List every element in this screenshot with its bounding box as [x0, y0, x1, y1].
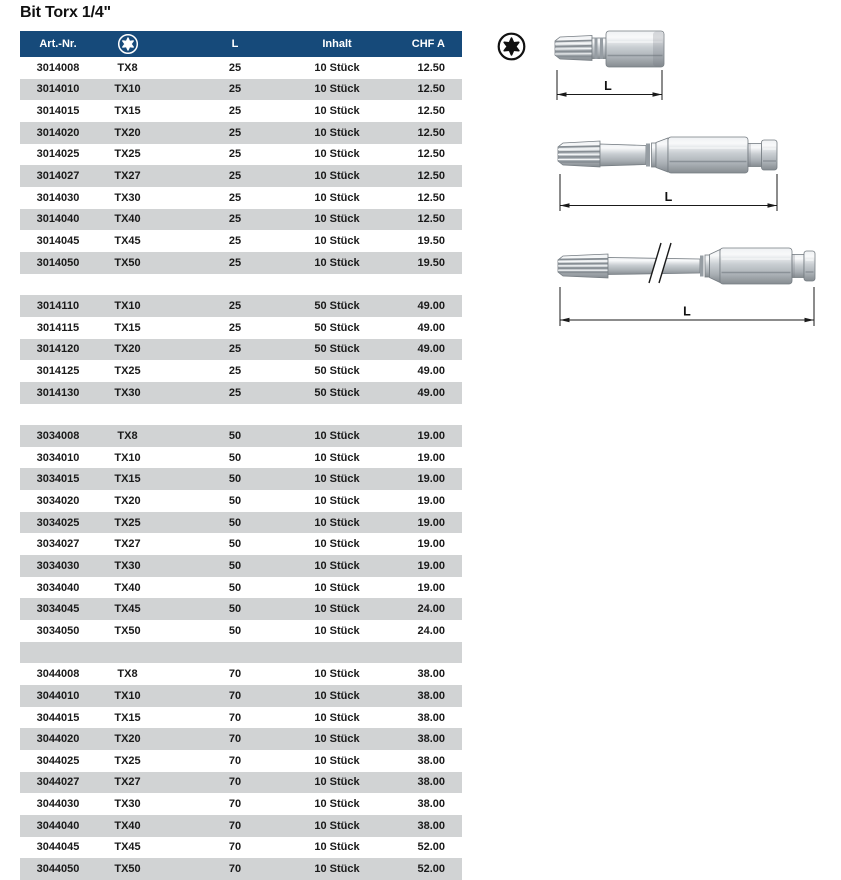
- cell-length: 70: [228, 668, 242, 681]
- cell-content: 10 Stück: [314, 754, 360, 767]
- cell-torx-size: TX40: [114, 213, 141, 226]
- cell-torx-size: TX30: [114, 191, 141, 204]
- cell-art-nr: 3014110: [36, 300, 80, 313]
- cell-length: 25: [228, 170, 242, 183]
- cell-price: 19.00: [417, 581, 445, 594]
- cell-content: 50 Stück: [314, 300, 360, 313]
- table-row: [20, 425, 462, 447]
- cell-price: 38.00: [417, 754, 445, 767]
- cell-price: 38.00: [417, 733, 445, 746]
- cell-art-nr: 3034025: [36, 516, 80, 529]
- cell-content: 10 Stück: [314, 798, 360, 811]
- cell-content: 10 Stück: [314, 61, 360, 74]
- cell-art-nr: 3044020: [36, 733, 80, 746]
- cell-art-nr: 3044050: [36, 863, 80, 876]
- cell-art-nr: 3034010: [36, 451, 80, 464]
- cell-torx-size: TX8: [117, 61, 138, 74]
- cell-torx-size: TX15: [114, 321, 141, 334]
- table-row: [20, 252, 462, 274]
- cell-content: 10 Stück: [314, 126, 360, 139]
- table-row: [20, 209, 462, 231]
- cell-price: 19.50: [417, 235, 445, 248]
- cell-price: 38.00: [417, 689, 445, 702]
- cell-torx-size: TX20: [114, 126, 141, 139]
- cell-content: 10 Stück: [314, 624, 360, 637]
- cell-price: 38.00: [417, 776, 445, 789]
- cell-art-nr: 3014027: [36, 170, 80, 183]
- cell-torx-size: TX10: [114, 451, 141, 464]
- cell-content: 10 Stück: [314, 256, 360, 269]
- cell-content: 10 Stück: [314, 559, 360, 572]
- cell-torx-size: TX50: [114, 256, 141, 269]
- cell-content: 10 Stück: [314, 733, 360, 746]
- cell-length: 50: [228, 473, 242, 486]
- cell-torx-size: TX45: [114, 235, 141, 248]
- cell-torx-size: TX8: [117, 429, 138, 442]
- bit-70mm-drawing: [550, 236, 822, 331]
- table-row: [20, 382, 462, 404]
- cell-torx-size: TX20: [114, 494, 141, 507]
- table-row: [20, 100, 462, 122]
- cell-content: 10 Stück: [314, 191, 360, 204]
- table-row: [20, 793, 462, 815]
- cell-length: 50: [228, 603, 242, 616]
- cell-torx-size: TX25: [114, 754, 141, 767]
- cell-length: 25: [228, 365, 242, 378]
- cell-art-nr: 3034030: [36, 559, 80, 572]
- cell-price: 19.00: [417, 494, 445, 507]
- cell-art-nr: 3034008: [36, 429, 80, 442]
- cell-art-nr: 3044040: [36, 819, 80, 832]
- table-row: [20, 772, 462, 794]
- cell-length: 25: [228, 213, 242, 226]
- cell-length: 70: [228, 841, 242, 854]
- cell-length: 25: [228, 83, 242, 96]
- cell-length: 25: [228, 235, 242, 248]
- cell-content: 10 Stück: [314, 83, 360, 96]
- table-row: [20, 339, 462, 361]
- cell-content: 10 Stück: [314, 473, 360, 486]
- table-row: [20, 815, 462, 837]
- cell-price: 49.00: [417, 343, 445, 356]
- cell-price: 49.00: [417, 365, 445, 378]
- cell-art-nr: 3014120: [36, 343, 80, 356]
- cell-length: 50: [228, 559, 242, 572]
- table-header-row: [20, 31, 462, 57]
- cell-length: 70: [228, 754, 242, 767]
- cell-art-nr: 3014020: [36, 126, 80, 139]
- cell-length: 25: [228, 105, 242, 118]
- cell-art-nr: 3014025: [36, 148, 80, 161]
- table-row: [20, 165, 462, 187]
- cell-art-nr: 3034040: [36, 581, 80, 594]
- cell-price: 19.50: [417, 256, 445, 269]
- cell-price: 12.50: [417, 170, 445, 183]
- cell-art-nr: 3044030: [36, 798, 80, 811]
- cell-price: 12.50: [417, 148, 445, 161]
- cell-art-nr: 3014050: [36, 256, 80, 269]
- table-row: [20, 468, 462, 490]
- cell-art-nr: 3014125: [36, 365, 80, 378]
- cell-torx-size: TX15: [114, 105, 141, 118]
- cell-content: 50 Stück: [314, 365, 360, 378]
- cell-content: 10 Stück: [314, 689, 360, 702]
- cell-price: 19.00: [417, 473, 445, 486]
- cell-content: 10 Stück: [314, 711, 360, 724]
- cell-torx-size: TX15: [114, 473, 141, 486]
- cell-length: 70: [228, 776, 242, 789]
- cell-content: 10 Stück: [314, 170, 360, 183]
- cell-torx-size: TX40: [114, 819, 141, 832]
- cell-length: 25: [228, 148, 242, 161]
- cell-length: 50: [228, 581, 242, 594]
- cell-content: 10 Stück: [314, 494, 360, 507]
- cell-length: 50: [228, 624, 242, 637]
- table-row: [20, 750, 462, 772]
- cell-art-nr: 3014115: [36, 321, 80, 334]
- cell-art-nr: 3014010: [36, 83, 80, 96]
- header-content: Inhalt: [322, 38, 352, 50]
- cell-content: 10 Stück: [314, 863, 360, 876]
- table-row: [20, 57, 462, 79]
- cell-art-nr: 3034045: [36, 603, 80, 616]
- table-row: [20, 685, 462, 707]
- cell-torx-size: TX45: [114, 603, 141, 616]
- cell-length: 25: [228, 61, 242, 74]
- cell-art-nr: 3014045: [36, 235, 80, 248]
- cell-content: 10 Stück: [314, 668, 360, 681]
- cell-torx-size: TX40: [114, 581, 141, 594]
- cell-content: 50 Stück: [314, 321, 360, 334]
- table-row: [20, 122, 462, 144]
- cell-price: 12.50: [417, 191, 445, 204]
- cell-price: 38.00: [417, 668, 445, 681]
- cell-price: 49.00: [417, 386, 445, 399]
- cell-torx-size: TX25: [114, 516, 141, 529]
- cell-length: 25: [228, 386, 242, 399]
- cell-content: 50 Stück: [314, 386, 360, 399]
- table-row: [20, 837, 462, 859]
- table-row: [20, 144, 462, 166]
- cell-content: 10 Stück: [314, 213, 360, 226]
- torx-star-icon: [117, 33, 139, 55]
- cell-content: 10 Stück: [314, 235, 360, 248]
- cell-price: 38.00: [417, 711, 445, 724]
- dimension-label: L: [683, 304, 691, 319]
- cell-price: 12.50: [417, 126, 445, 139]
- table-row-separator: [20, 274, 462, 296]
- table-row: [20, 187, 462, 209]
- cell-price: 19.00: [417, 451, 445, 464]
- cell-length: 25: [228, 343, 242, 356]
- cell-length: 25: [228, 300, 242, 313]
- cell-price: 12.50: [417, 105, 445, 118]
- table-row: [20, 858, 462, 880]
- cell-price: 19.00: [417, 559, 445, 572]
- table-row: [20, 490, 462, 512]
- cell-art-nr: 3014008: [36, 61, 80, 74]
- cell-torx-size: TX45: [114, 841, 141, 854]
- cell-length: 50: [228, 451, 242, 464]
- cell-torx-size: TX50: [114, 863, 141, 876]
- cell-price: 12.50: [417, 61, 445, 74]
- header-price: CHF A: [411, 38, 445, 50]
- cell-content: 10 Stück: [314, 581, 360, 594]
- cell-price: 19.00: [417, 516, 445, 529]
- cell-torx-size: TX15: [114, 711, 141, 724]
- cell-price: 19.00: [417, 429, 445, 442]
- cell-content: 10 Stück: [314, 451, 360, 464]
- cell-price: 24.00: [417, 603, 445, 616]
- table-row: [20, 598, 462, 620]
- cell-length: 25: [228, 191, 242, 204]
- cell-price: 49.00: [417, 300, 445, 313]
- torx-star-icon: [496, 31, 527, 62]
- table-row: [20, 620, 462, 642]
- cell-price: 12.50: [417, 213, 445, 226]
- table-row: [20, 577, 462, 599]
- cell-torx-size: TX10: [114, 83, 141, 96]
- table-row: [20, 79, 462, 101]
- cell-torx-size: TX27: [114, 776, 141, 789]
- table-row-separator: [20, 404, 462, 426]
- cell-price: 52.00: [417, 841, 445, 854]
- cell-art-nr: 3044010: [36, 689, 80, 702]
- cell-length: 70: [228, 711, 242, 724]
- cell-art-nr: 3044027: [36, 776, 80, 789]
- cell-length: 50: [228, 429, 242, 442]
- table-row: [20, 728, 462, 750]
- cell-content: 10 Stück: [314, 841, 360, 854]
- cell-torx-size: TX8: [117, 668, 138, 681]
- cell-torx-size: TX30: [114, 559, 141, 572]
- cell-art-nr: 3034050: [36, 624, 80, 637]
- catalog-table: [20, 31, 462, 880]
- bit-25mm-drawing: [550, 27, 672, 105]
- cell-content: 10 Stück: [314, 603, 360, 616]
- cell-price: 38.00: [417, 798, 445, 811]
- cell-art-nr: 3034020: [36, 494, 80, 507]
- cell-content: 10 Stück: [314, 538, 360, 551]
- header-torx-column: [96, 33, 159, 55]
- dimension-label: L: [664, 190, 673, 204]
- cell-art-nr: 3044045: [36, 841, 80, 854]
- cell-art-nr: 3044008: [36, 668, 80, 681]
- cell-length: 25: [228, 126, 242, 139]
- cell-price: 19.00: [417, 538, 445, 551]
- cell-length: 50: [228, 538, 242, 551]
- table-row: [20, 663, 462, 685]
- cell-torx-size: TX30: [114, 386, 141, 399]
- cell-content: 10 Stück: [314, 819, 360, 832]
- page-title: Bit Torx 1/4": [20, 4, 111, 21]
- cell-content: 10 Stück: [314, 429, 360, 442]
- cell-price: 49.00: [417, 321, 445, 334]
- table-row: [20, 512, 462, 534]
- table-row-separator: [20, 642, 462, 664]
- cell-art-nr: 3014015: [36, 105, 80, 118]
- cell-torx-size: TX50: [114, 624, 141, 637]
- cell-price: 12.50: [417, 83, 445, 96]
- table-row: [20, 230, 462, 252]
- table-row: [20, 295, 462, 317]
- table-row: [20, 707, 462, 729]
- cell-price: 38.00: [417, 819, 445, 832]
- cell-art-nr: 3044015: [36, 711, 80, 724]
- header-length: L: [231, 38, 239, 50]
- table-row: [20, 447, 462, 469]
- cell-length: 70: [228, 819, 242, 832]
- table-row: [20, 555, 462, 577]
- cell-length: 70: [228, 733, 242, 746]
- cell-art-nr: 3014030: [36, 191, 80, 204]
- cell-torx-size: TX27: [114, 170, 141, 183]
- cell-art-nr: 3014130: [36, 386, 80, 399]
- cell-length: 70: [228, 863, 242, 876]
- cell-content: 10 Stück: [314, 105, 360, 118]
- cell-length: 25: [228, 321, 242, 334]
- cell-price: 52.00: [417, 863, 445, 876]
- table-body: [20, 57, 462, 880]
- cell-art-nr: 3034027: [36, 538, 80, 551]
- cell-torx-size: TX20: [114, 343, 141, 356]
- table-row: [20, 533, 462, 555]
- cell-art-nr: 3014040: [36, 213, 80, 226]
- cell-length: 50: [228, 494, 242, 507]
- cell-torx-size: TX25: [114, 148, 141, 161]
- header-art-nr: Art.-Nr.: [39, 38, 77, 50]
- cell-torx-size: TX25: [114, 365, 141, 378]
- cell-art-nr: 3034015: [36, 473, 80, 486]
- cell-torx-size: TX10: [114, 300, 141, 313]
- table-row: [20, 317, 462, 339]
- dimension-label: L: [604, 79, 612, 93]
- cell-torx-size: TX27: [114, 538, 141, 551]
- cell-length: 25: [228, 256, 242, 269]
- cell-content: 10 Stück: [314, 776, 360, 789]
- cell-torx-size: TX30: [114, 798, 141, 811]
- cell-content: 10 Stück: [314, 148, 360, 161]
- cell-length: 50: [228, 516, 242, 529]
- cell-price: 24.00: [417, 624, 445, 637]
- cell-art-nr: 3044025: [36, 754, 80, 767]
- bit-50mm-drawing: [550, 128, 782, 216]
- cell-content: 10 Stück: [314, 516, 360, 529]
- cell-torx-size: TX20: [114, 733, 141, 746]
- cell-torx-size: TX10: [114, 689, 141, 702]
- cell-length: 70: [228, 689, 242, 702]
- table-row: [20, 360, 462, 382]
- cell-length: 70: [228, 798, 242, 811]
- cell-content: 50 Stück: [314, 343, 360, 356]
